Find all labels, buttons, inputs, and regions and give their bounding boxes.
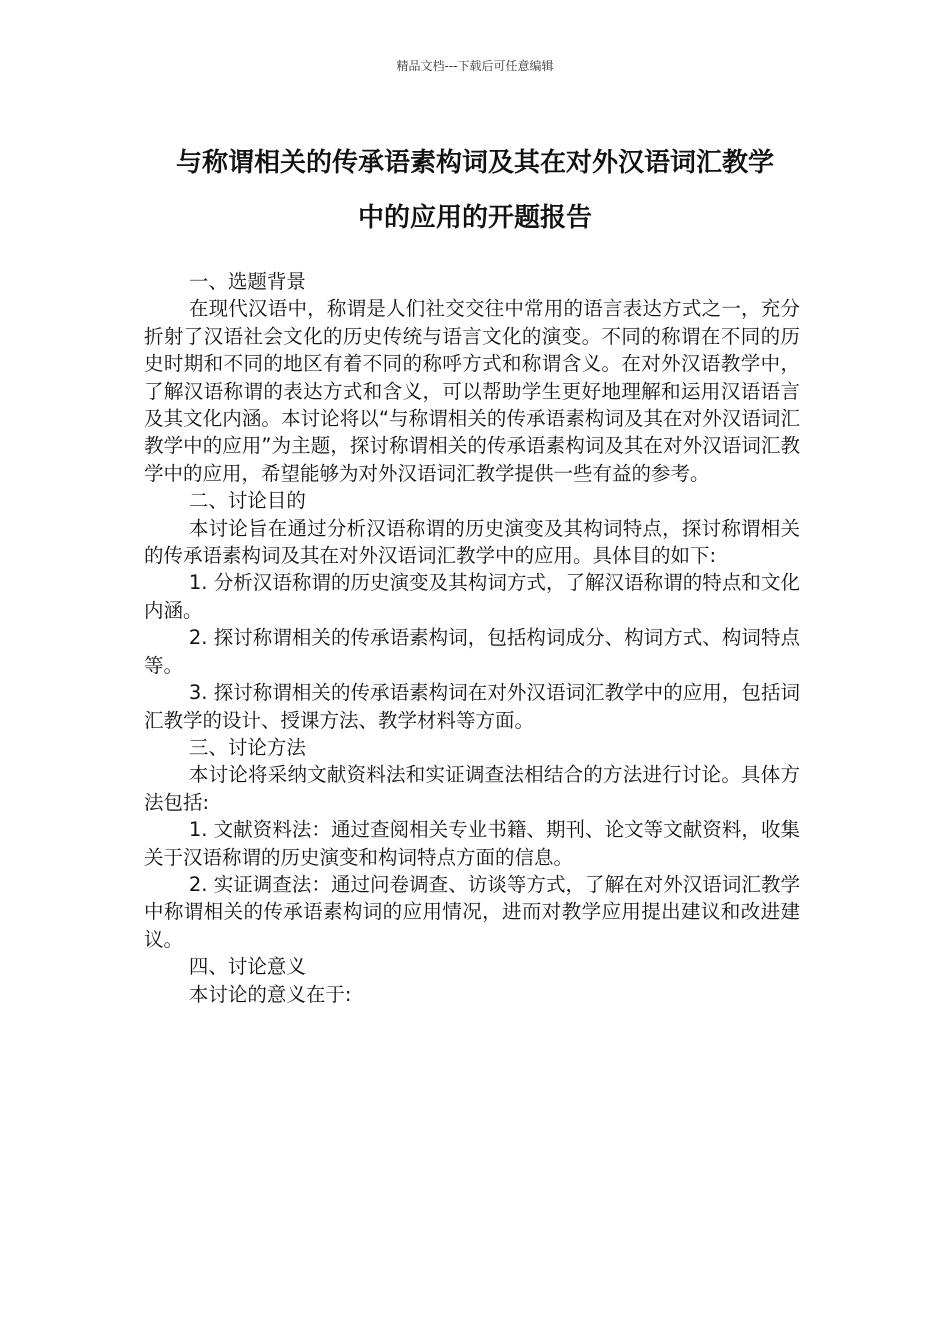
method-item-1: 1. 文献资料法：通过查阅相关专业书籍、期刊、论文等文献资料，收集关于汉语称谓的历史演变和构词特点方面的信息。 [144,818,800,869]
purpose-intro: 本讨论旨在通过分析汉语称谓的历史演变及其构词特点，探讨称谓相关的传承语素构词及其在对外汉语词汇教学中的应用。具体目的如下: [144,516,800,568]
header-note: 精品文档---下载后可任意编辑 [396,59,554,73]
section-heading-background: 一、选题背景 [188,270,306,293]
method-intro: 本讨论将采纳文献资料法和实证调查法相结合的方法进行讨论。具体方法包括: [144,763,800,814]
title-line-2: 中的应用的开题报告 [357,203,592,233]
purpose-item-2: 2. 探讨称谓相关的传承语素构词，包括构词成分、构词方式、构词特点等。 [144,626,800,677]
document-title [140,136,810,246]
section-heading-purpose: 二、讨论目的 [188,489,306,513]
background-paragraph: 在现代汉语中，称谓是人们社交交往中常用的语言表达方式之一，充分折射了汉语社会文化的历史传统与语言文化的演变。不同的称谓在不同的历史时期和不同的地区有着不同的称呼方式和称谓含义。在对外汉语教学中，了解汉语称谓的表达方式和含义，可以帮助学生更好地理解和运用汉语语言及其文化内涵。本讨论将以“与称谓相关的传承语素构词及其在对外汉语词汇教学中的应用”为主题，探讨称谓相关的传承语素构词及其在对外汉语词汇教学中的应用，希望能够为对外汉语词汇教学提供一些有益的参考。 [144,297,800,485]
title-line-1: 与称谓相关的传承语素构词及其在对外汉语词汇教学 [175,148,774,178]
purpose-item-1: 1. 分析汉语称谓的历史演变及其构词方式，了解汉语称谓的特点和文化内涵。 [144,571,800,622]
section-heading-method: 三、讨论方法 [188,735,306,759]
section-heading-significance: 四、讨论意义 [188,955,306,979]
method-item-2: 2. 实证调查法：通过问卷调查、访谈等方式，了解在对外汉语词汇教学中称谓相关的传承语素构词的应用情况，进而对教学应用提出建议和改进建议。 [144,872,800,951]
document-body [144,268,800,1008]
significance-intro: 本讨论的意义在于: [188,982,352,1006]
purpose-item-3: 3. 探讨称谓相关的传承语素构词在对外汉语词汇教学中的应用，包括词汇教学的设计、授课方法、教学材料等方面。 [144,681,800,732]
